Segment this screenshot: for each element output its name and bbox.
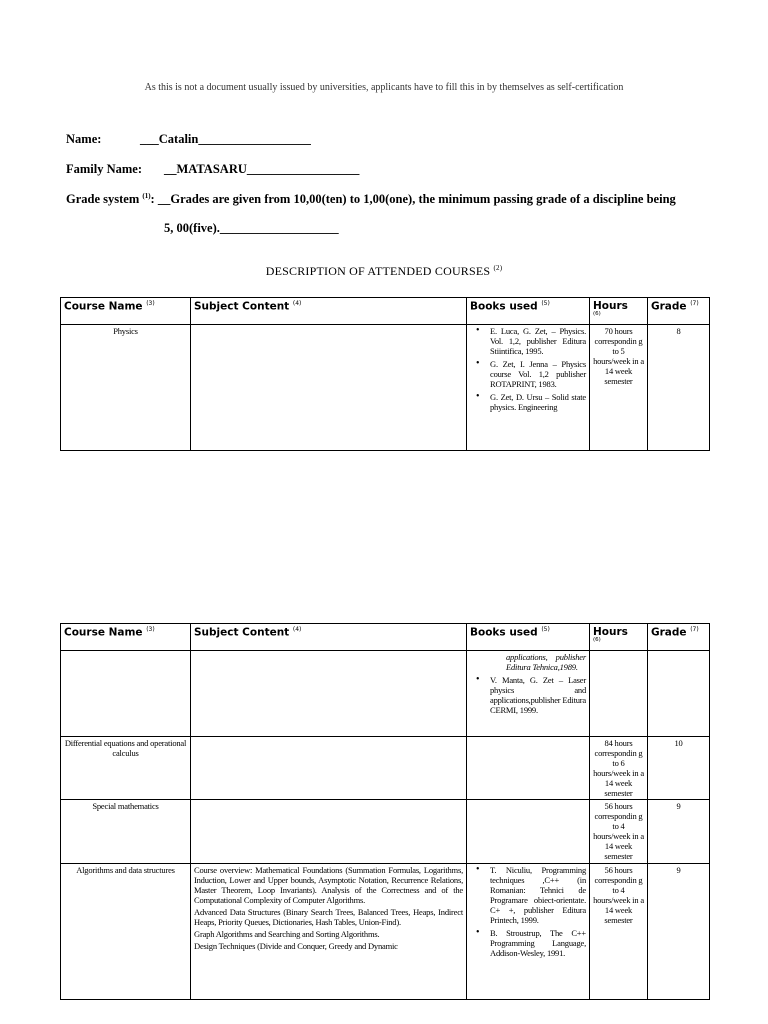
subject-content-cell — [191, 800, 467, 864]
grade-cell: 10 — [648, 737, 710, 800]
grade-cell — [648, 651, 710, 737]
books-used-header: Books used $^{(5)}$ — [467, 624, 590, 651]
subject-paragraph: Graph Algorithms and Searching and Sorting Algorithms. — [194, 929, 380, 939]
grade-system-value: __Grades are given from 10,00(ten) to 1,00(one), the minimum passing grade of a discipline being — [157, 192, 676, 207]
book-item: • V. Manta, G. Zet – Laser physics and applications,publisher Editura CERMI, 1999. — [490, 675, 586, 715]
name-field — [66, 132, 311, 147]
course-name-cell — [61, 651, 191, 737]
table-header-row — [61, 298, 710, 325]
self-certification-note: As this is not a document usually issued by universities, applicants have to fill this in by themselves as self-certification — [144, 82, 624, 93]
family-name-label: Family Name: — [66, 162, 143, 176]
subject-paragraph: Course overview: Mathematical Foundations (Summation Formulas, Logarithms, Induction, Lower and Upper bounds, Asymptotic Notation, Recurrence Relations, Master Theorem, Loop Invariants). Analysis of the Correctness and of the Computational Complexity of Computer Algorithms. — [194, 865, 463, 905]
hours-cell: 56 hours correspondin g to 4 hours/week in a 14 week semester — [590, 864, 648, 1000]
book-item: • G. Zet, D. Ursu – Solid state physics. Engineering — [490, 392, 586, 412]
subject-content-cell — [191, 651, 467, 737]
courses-heading — [0, 264, 768, 279]
course-name-cell: Special mathematics — [61, 800, 191, 864]
course-name-cell: Physics — [61, 325, 191, 451]
subject-content-header: Subject Content $^{(4)}$ — [191, 298, 467, 325]
grade-system-footnote: (1) — [142, 192, 151, 200]
course-name-header: Course Name $^{(3)}$ — [61, 298, 191, 325]
book-item: • G. Zet, I. Jenna – Physics course Vol. 1,2 publisher ROTAPRINT, 1983. — [490, 359, 586, 389]
table-row — [61, 737, 710, 800]
name-value: ___Catalin__________________ — [140, 132, 311, 146]
table-header-row — [61, 624, 710, 651]
books-used-header: Books used $^{(5)}$ — [467, 298, 590, 325]
subject-content-header: Subject Content $^{(4)}$ — [191, 624, 467, 651]
subject-paragraph: Advanced Data Structures (Binary Search Trees, Balanced Trees, Heaps, Indirect Heaps, Priority Queues, Dictionaries, Hash Tables, Union-Find). — [194, 907, 463, 927]
grade-system-label: Grade system — [66, 192, 140, 207]
name-label: Name: — [66, 132, 102, 146]
family-name-field — [66, 162, 359, 177]
grade-system-field — [66, 192, 676, 207]
table-row — [61, 651, 710, 737]
subject-content-cell — [191, 737, 467, 800]
books-used-cell — [467, 325, 590, 451]
subject-content-cell — [191, 325, 467, 451]
grade-cell: 9 — [648, 864, 710, 1000]
hours-cell: 70 hours correspondin g to 5 hours/week in a 14 week semester — [590, 325, 648, 451]
hours-cell: 56 hours correspondin g to 4 hours/week in a 14 week semester — [590, 800, 648, 864]
hours-header: Hours (6) — [590, 624, 648, 651]
course-name-cell: Algorithms and data structures — [61, 864, 191, 1000]
book-item: • T. Niculiu, Programming techniques ,C++ (in Romanian: Tehnici de Programare obiect-orientate. C+ +, publisher Editura Printech, 1999. — [490, 865, 586, 925]
book-item-continued: applications, publisher Editura Tehnica,1989. — [506, 652, 586, 672]
table-row — [61, 864, 710, 1000]
courses-heading-footnote: (2) — [493, 264, 503, 272]
courses-table-page1 — [60, 297, 710, 451]
subject-content-cell — [191, 864, 467, 1000]
books-used-cell — [467, 651, 590, 737]
courses-table-page2 — [60, 623, 710, 1000]
family-name-value: __MATASARU__________________ — [164, 162, 360, 176]
book-item: • E. Luca, G. Zet, – Physics. Vol. 1,2, publisher Editura Stiintifica, 1995. — [490, 326, 586, 356]
books-used-cell — [467, 737, 590, 800]
hours-cell: 84 hours correspondin g to 6 hours/week in a 14 week semester — [590, 737, 648, 800]
grade-header: Grade $^{(7)}$ — [648, 624, 710, 651]
books-used-cell — [467, 864, 590, 1000]
hours-header: Hours (6) — [590, 298, 648, 325]
course-name-cell: Differential equations and operational calculus — [61, 737, 191, 800]
course-name-header: Course Name $^{(3)}$ — [61, 624, 191, 651]
hours-cell — [590, 651, 648, 737]
grade-system-value-continued: 5, 00(five).___________________ — [164, 221, 339, 235]
grade-cell: 9 — [648, 800, 710, 864]
grade-header: Grade $^{(7)}$ — [648, 298, 710, 325]
grade-cell: 8 — [648, 325, 710, 451]
book-item: • B. Stroustrup, The C++ Programming Language, Addison-Wesley, 1991. — [490, 928, 586, 958]
courses-heading-text: DESCRIPTION OF ATTENDED COURSES — [265, 264, 491, 278]
table-row — [61, 800, 710, 864]
subject-paragraph: Design Techniques (Divide and Conquer, Greedy and Dynamic — [194, 941, 398, 951]
books-used-cell — [467, 800, 590, 864]
table-row — [61, 325, 710, 451]
grade-system-colon: : — [150, 192, 155, 207]
